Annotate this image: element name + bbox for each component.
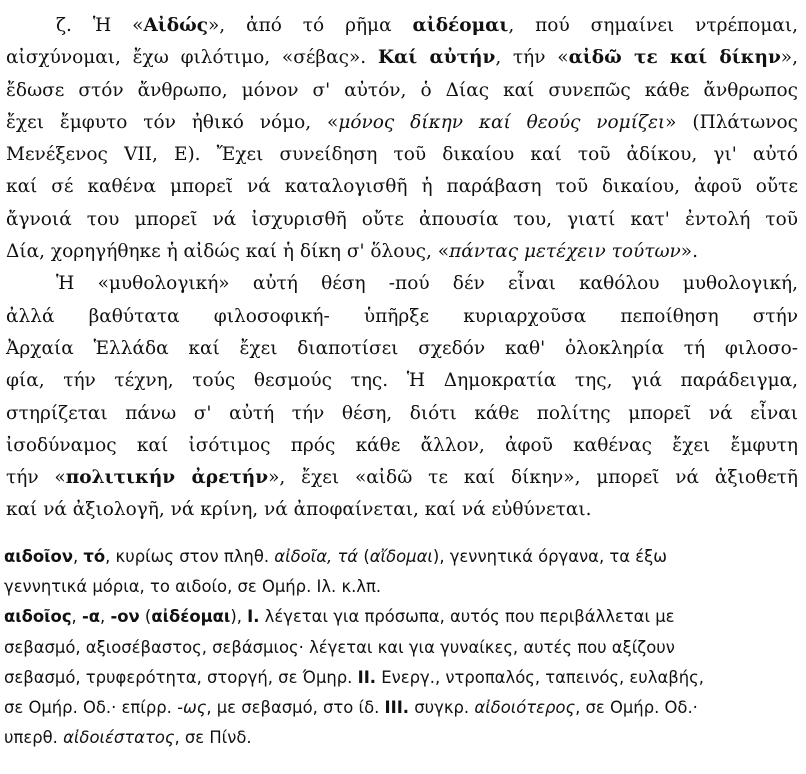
text-line: ἀλλά βαθύτατα φιλοσοφική- ὑπῆρξε κυριαρχοῦσα πεποίθηση στήν [6, 305, 798, 327]
sense-number: II. [357, 667, 377, 687]
bold-term: πολιτικήν ἀρετήν [65, 467, 269, 489]
text-line: ἔδωσε στόν ἄνθρωπο, μόνον σ' αὐτόν, ὁ Δίας καί συνεπῶς κάθε ἄνθρωπος [6, 79, 798, 101]
text-line: ἰσοδύναμος καί ἰσότιμος πρός κάθε ἄλλον, ἀφοῦ καθένας ἔχει ἔμφυτη [6, 434, 798, 456]
text-run: », [780, 47, 798, 69]
bold-term: αἰδῶ τε καί δίκην [568, 47, 781, 69]
text-run: συγκρ. [409, 698, 475, 718]
text-run: ), [230, 607, 248, 627]
text-line [6, 42, 798, 74]
text-run: ), γεννητικά όργανα, τα έξω [432, 547, 668, 566]
text-run: », ἔχει «αἰδῶ τε καί δίκην», μπορεῖ νά ἀξιοθετῆ [268, 467, 798, 489]
italic-quote: πάντας μετέχειν τούτων [449, 241, 681, 263]
dictionary-entry-line: γεννητικά μόρια, το αιδοίο, σε Ομήρ. Ιλ. κ.λπ. [4, 577, 382, 597]
text-line [6, 462, 798, 494]
text-run: , [71, 607, 82, 627]
text-line: Ἀρχαία Ἑλλάδα καί ἔχει διαποτίσει σχεδόν καθ' ὁλοκληρία τή φιλοσο- [6, 337, 798, 359]
text-line [6, 10, 798, 42]
text-run: ( [139, 607, 152, 627]
text-run: αἰσχύνομαι, ἔχω φιλότιμο, «σέβας». [6, 47, 378, 69]
text-line: Μενέξενος VII, Ε). Ἔχει συνείδηση τοῦ δικαίου καί τοῦ ἀδίκου, γι' αὐτό [6, 144, 798, 166]
text-run: τήν « [6, 467, 66, 489]
text-run: σεβασμό, τρυφερότητα, στοργή, σε Όμηρ. [4, 667, 358, 687]
text-run: Ενεργ., ντροπαλός, ταπεινός, ευλαβής, [376, 667, 704, 687]
ending-form: -α [81, 607, 101, 627]
main-text [6, 10, 798, 527]
bold-term: Αἰδώς [143, 15, 208, 36]
text-line: φία, τήν τέχνη, τούς θεσμούς της. Ἡ Δημοκρατία της, γιά παράδειγμα, [6, 370, 798, 392]
italic-form: αἰδοῖα, τά [274, 547, 359, 566]
text-line: καί σέ καθένα μπορεῖ νά καταλογισθῆ ἡ παράβαση τοῦ δικαίου, ἀφοῦ οὔτε [6, 176, 798, 198]
text-run: , με σεβασμό, στο ίδ. [206, 698, 385, 718]
italic-form: αἰδοιότερος [474, 698, 576, 718]
dictionary-entry-line [4, 723, 802, 753]
text-run: , σε Πίνδ. [174, 728, 252, 748]
text-run: λέγεται για πρόσωπα, αυτός που περιβάλλεται με [259, 607, 675, 627]
text-run: , [100, 607, 111, 627]
text-run: » (Πλάτωνος [665, 111, 798, 133]
text-run: , σε Ομήρ. Οδ.· [575, 698, 698, 718]
text-run: ». [680, 241, 698, 263]
text-run: σε Ομήρ. Οδ.· επίρρ. [4, 698, 178, 718]
sense-number: I. [247, 607, 260, 627]
text-line: στηρίζεται πάνω σ' αὐτή τήν θέση, διότι κάθε πολίτης μπορεῖ νά εἶναι [6, 402, 798, 424]
text-run: ἔχει ἔμφυτο τόν ἠθικό νόμο, « [6, 111, 339, 133]
grammar-tag: τό [83, 547, 106, 566]
text-run: ζ. Ἡ « [56, 15, 144, 36]
text-run: , πού σημαίνει ντρέπομαι, [508, 15, 798, 36]
etymology: αἴδομαι [369, 547, 433, 566]
dictionary-entries [4, 542, 802, 753]
etymology: αἰδέομαι [151, 607, 231, 627]
text-run: Δία, χορηγήθηκε ἡ αἰδώς καί ἡ δίκη σ' ὅλους, « [6, 241, 450, 263]
text-run: , κυρίως στον πληθ. [105, 547, 275, 566]
dictionary-entry-line [4, 693, 802, 723]
text-run: , [72, 547, 84, 566]
text-line [6, 107, 798, 139]
ending-form: -ον [110, 607, 140, 627]
italic-form: αἰδοιέστατος [63, 728, 175, 748]
entry-headword: αιδοῖος [4, 607, 72, 627]
italic-form: -ως [177, 698, 207, 718]
dictionary-entry-line [4, 602, 802, 632]
text-run: ( [358, 547, 370, 566]
text-run: , τήν « [495, 47, 569, 69]
bold-term: Καί αὐτήν [377, 47, 496, 69]
entry-headword: αιδοῖον [4, 547, 73, 566]
text-run: υπερθ. [4, 728, 64, 748]
dictionary-entry-line [4, 542, 802, 572]
text-line: ἄγνοιά του μπορεῖ νά ἰσχυρισθῆ οὔτε ἀπουσία του, γιατί κατ' ἐντολή τοῦ [6, 208, 798, 230]
text-line: καί νά ἀξιολογῆ, νά κρίνη, νά ἀποφαίνεται, καί νά εὐθύνεται. [6, 499, 592, 521]
bold-term: αἰδέομαι [412, 15, 509, 36]
sense-number: III. [384, 698, 410, 718]
italic-quote: μόνος δίκην καί θεούς νομίζει [338, 111, 666, 133]
dictionary-entry-line [4, 663, 802, 693]
text-run: », ἀπό τό ρῆμα [207, 15, 413, 36]
text-line: Ἡ «μυθολογική» αὐτή θέση -πού δέν εἶναι καθόλου μυθολογική, [56, 273, 798, 295]
text-line [6, 236, 798, 268]
dictionary-entry-line: σεβασμό, αξιοσέβαστος, σεβάσμιος· λέγεται και για γυναίκες, αυτές που αξίζουν [4, 637, 675, 657]
